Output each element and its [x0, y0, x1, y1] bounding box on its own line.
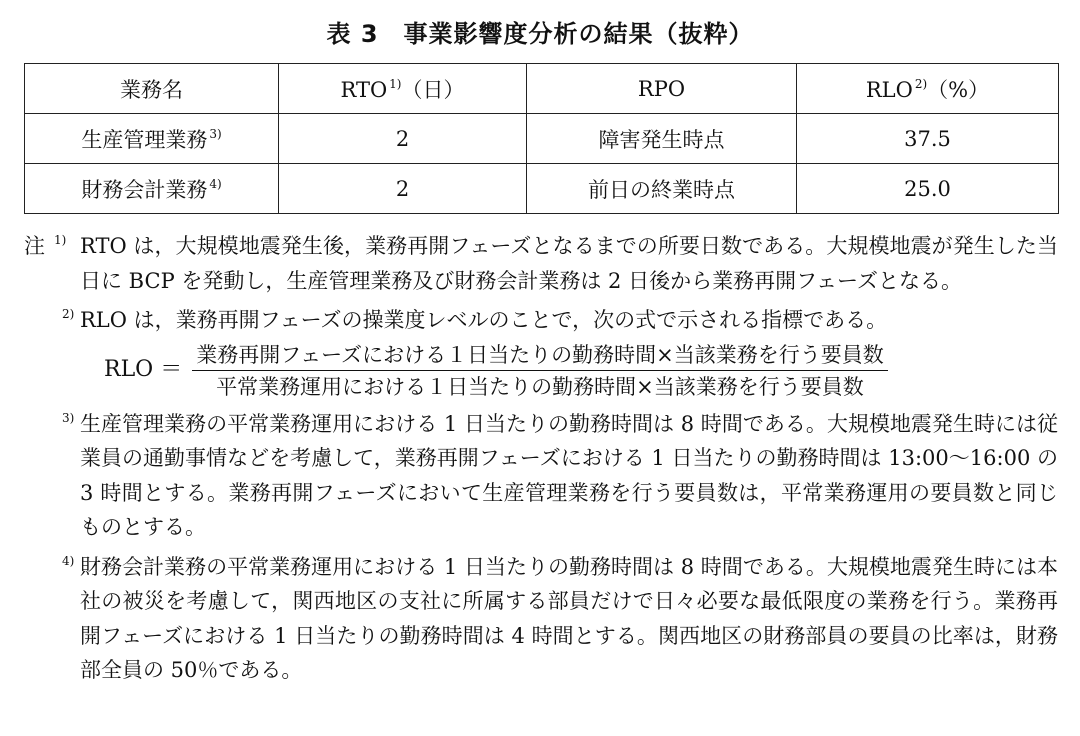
formula-numerator: 業務再開フェーズにおける１日当たりの勤務時間×当該業務を行う要員数: [192, 341, 888, 371]
table-row: [25, 114, 1059, 164]
cell-rpo: 前日の終業時点: [527, 164, 797, 214]
header-task-name: 業務名: [25, 64, 279, 114]
footnote-2: [24, 303, 1058, 338]
footnote-3: [24, 407, 1058, 545]
header-rlo: RLO $^{2)}$（%）: [797, 64, 1059, 114]
bia-results-table: [24, 63, 1059, 214]
header-row: [25, 64, 1059, 114]
cell-rlo: 25.0: [797, 164, 1059, 214]
footnote-number: 2): [62, 307, 75, 321]
footnote-text: RTO は，大規模地震発生後，業務再開フェーズとなるまでの所要日数である。大規模地震が発生した当日に BCP を発動し，生産管理業務及び財務会計業務は 2 日後から業務再開フェーズとなる。: [80, 234, 1058, 293]
footnote-number: 3): [62, 410, 75, 425]
footnote-ref-2: 2): [914, 76, 928, 91]
formula-denominator: 平常業務運用における１日当たりの勤務時間×当該業務を行う要員数: [216, 374, 864, 399]
cell-rlo: 37.5: [797, 114, 1059, 164]
table-row: [25, 164, 1059, 214]
footnotes: [24, 229, 1058, 693]
footnote-4: [24, 550, 1058, 688]
footnote-1: [24, 229, 1058, 298]
rlo-formula: [24, 339, 1058, 403]
footnote-text: RLO は，業務再開フェーズの操業度レベルのことで，次の式で示される指標である。: [80, 308, 888, 332]
cell-task-name: 財務会計業務 $^{4)}$: [25, 164, 279, 214]
cell-rpo: 障害発生時点: [527, 114, 797, 164]
footnote-number: 4): [62, 553, 75, 568]
footnote-text: 生産管理業務の平常業務運用における 1 日当たりの勤務時間は 8 時間である。大規模地震発生時には従業員の通勤事情などを考慮して，業務再開フェーズにおける 1 日当たりの勤務時間は 13:00〜16:00 の 3 時間とする。業務再開フェーズにおいて生産管理業務を行う要員数は，平常業務運用の要員数と同じものとする。: [80, 411, 1058, 539]
cell-task-name: 生産管理業務 $^{3)}$: [25, 114, 279, 164]
header-rto: RTO $^{1)}$（日）: [279, 64, 527, 114]
cell-rto: 2: [279, 114, 527, 164]
cell-rto: 2: [279, 164, 527, 214]
table-caption: 表 3 事業影響度分析の結果（抜粋）: [326, 20, 754, 48]
footnote-ref-4: 4): [209, 176, 222, 191]
footnote-number: 1): [54, 233, 67, 247]
footnote-ref-3: 3): [209, 126, 222, 141]
footnote-ref-1: 1): [389, 76, 402, 91]
footnote-text: 財務会計業務の平常業務運用における 1 日当たりの勤務時間は 8 時間である。大規模地震発生時には本社の被災を考慮して，関西地区の支社に所属する部員だけで日々必要な最低限度の業務を行う。業務再開フェーズにおける 1 日当たりの勤務時間は 4 時間とする。関西地区の財務部員の要員の比率は，財務部全員の 50％である。: [80, 554, 1058, 682]
header-rpo: RPO: [527, 64, 797, 114]
formula-lhs: RLO ＝: [104, 357, 183, 383]
notes-label: 注: [24, 234, 45, 258]
formula-fraction: [192, 341, 888, 401]
